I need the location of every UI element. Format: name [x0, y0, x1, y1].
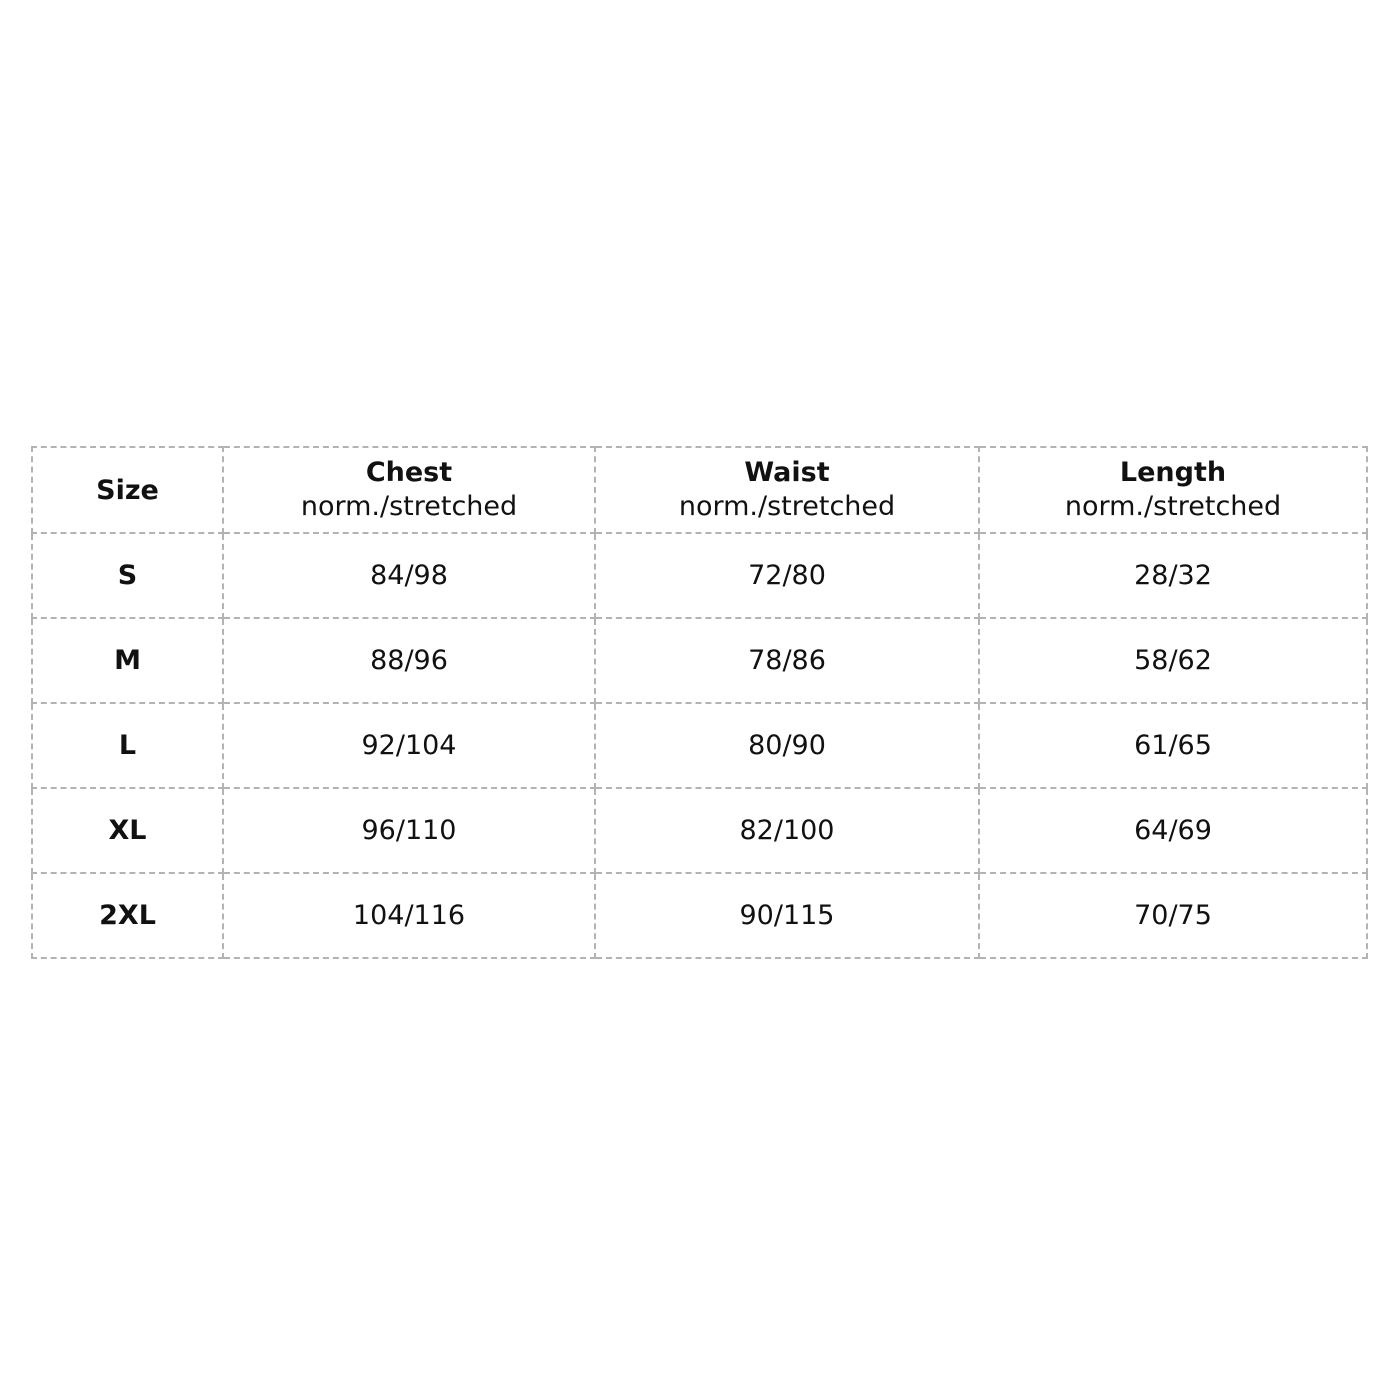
- cell-chest: [223, 618, 595, 703]
- length-value: 64/69: [1134, 815, 1212, 846]
- size-label: XL: [108, 815, 147, 846]
- cell-size: [32, 618, 223, 703]
- cell-waist: [595, 618, 979, 703]
- header-size: [32, 447, 223, 533]
- header-length-title: Length: [1119, 457, 1227, 488]
- header-size-label: Size: [96, 474, 159, 506]
- header-chest-title: Chest: [365, 457, 453, 488]
- waist-value: 82/100: [739, 815, 835, 846]
- chest-value: 88/96: [370, 645, 448, 676]
- cell-waist: [595, 703, 979, 788]
- cell-length: [979, 703, 1367, 788]
- cell-chest: [223, 873, 595, 958]
- cell-chest: [223, 703, 595, 788]
- cell-waist: [595, 533, 979, 618]
- table-row: [32, 618, 1367, 703]
- size-label: S: [117, 560, 138, 591]
- table-row: [32, 788, 1367, 873]
- header-chest: [223, 447, 595, 533]
- cell-waist: [595, 788, 979, 873]
- cell-size: [32, 703, 223, 788]
- cell-length: [979, 533, 1367, 618]
- header-row: [32, 447, 1367, 533]
- length-value: 58/62: [1134, 645, 1212, 676]
- table-row: [32, 873, 1367, 958]
- header-length-sub: norm./stretched: [1064, 491, 1282, 522]
- waist-value: 90/115: [739, 900, 835, 931]
- chest-value: 104/116: [352, 900, 466, 931]
- cell-chest: [223, 788, 595, 873]
- header-length: [979, 447, 1367, 533]
- table-row: [32, 533, 1367, 618]
- length-value: 28/32: [1134, 560, 1212, 591]
- length-value: 61/65: [1134, 730, 1212, 761]
- cell-size: [32, 788, 223, 873]
- size-label: M: [114, 645, 141, 676]
- cell-waist: [595, 873, 979, 958]
- size-chart-table: [31, 446, 1368, 959]
- chest-value: 92/104: [361, 730, 457, 761]
- header-chest-sub: norm./stretched: [300, 491, 518, 522]
- table-row: [32, 703, 1367, 788]
- waist-value: 72/80: [748, 560, 826, 591]
- cell-length: [979, 618, 1367, 703]
- cell-size: [32, 873, 223, 958]
- waist-value: 78/86: [748, 645, 826, 676]
- waist-value: 80/90: [748, 730, 826, 761]
- chest-value: 84/98: [370, 560, 448, 591]
- size-label: 2XL: [99, 900, 156, 931]
- header-waist-title: Waist: [744, 457, 830, 488]
- chest-value: 96/110: [361, 815, 457, 846]
- cell-length: [979, 788, 1367, 873]
- cell-size: [32, 533, 223, 618]
- size-label: L: [118, 730, 137, 761]
- header-waist-sub: norm./stretched: [678, 491, 896, 522]
- header-waist: [595, 447, 979, 533]
- cell-length: [979, 873, 1367, 958]
- length-value: 70/75: [1134, 900, 1212, 931]
- cell-chest: [223, 533, 595, 618]
